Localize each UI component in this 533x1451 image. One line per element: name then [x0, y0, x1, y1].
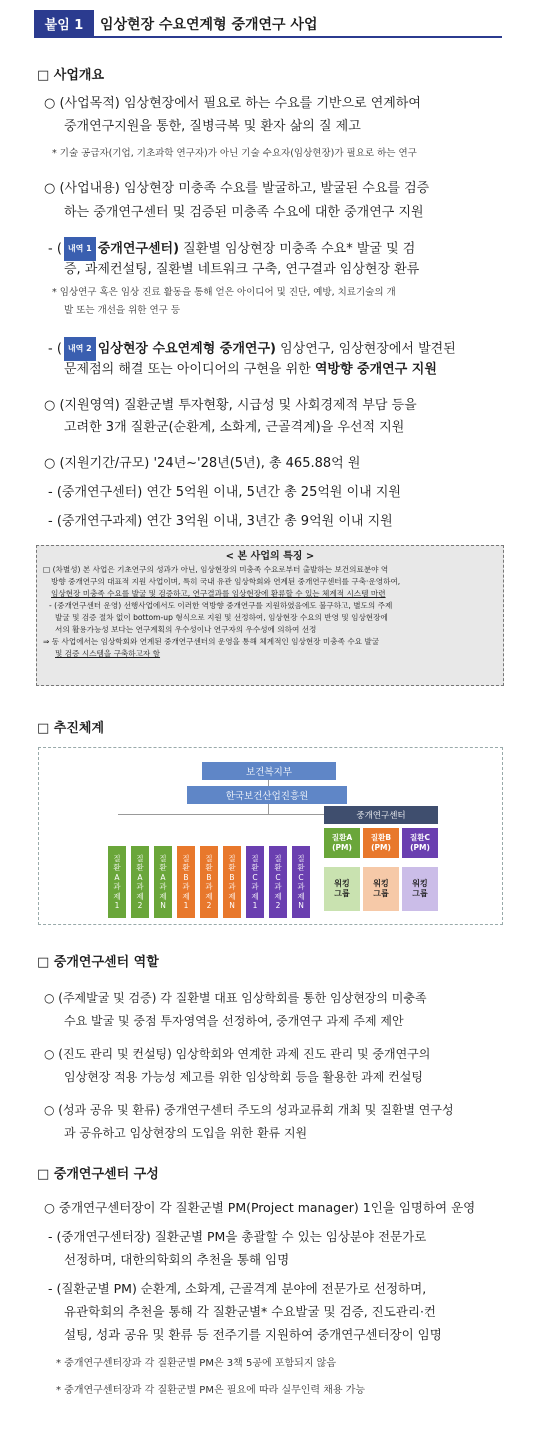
feature-line: ⇒ 동 사업에서는 임상학회와 연계된 중개연구센터의 운영을 통해 체계적인 임상현장 미충족 수요 발굴 [43, 637, 380, 646]
project-column: 질 환 B 과 제 1 [177, 846, 195, 918]
feature-line: □ (차별성) 본 사업은 기초연구의 성과가 아닌, 임상현장의 미충족 수요로부터 출발하는 보건의료분야 역 [43, 565, 389, 574]
pm-line-3: 설팅, 성과 공유 및 환류 등 전주기를 지원하여 중개연구센터장이 임명 [64, 1327, 442, 1342]
org-ministry: 보건복지부 [202, 762, 336, 780]
feature-line: - (중개연구센터 운영) 선행사업에서도 이러한 역방향 중개연구를 지원하였음에도 불구하고, 별도의 주제 [49, 601, 393, 610]
pm-box: 질환B (PM) [363, 828, 399, 858]
period-center-line: - (중개연구센터) 연간 5억원 이내, 5년간 총 25억원 이내 지원 [48, 485, 401, 500]
project-column: 질 환 C 과 제 1 [246, 846, 264, 918]
project-column: 질 환 A 과 제 2 [131, 846, 149, 918]
detail-1-tag: 내역 1 [64, 237, 96, 261]
purpose-note: * 기술 공급자(기업, 기초과학 연구자)가 아닌 기술 수요자(임상현장)가 필요로 하는 연구 [52, 148, 417, 159]
period-project-line: - (중개연구과제) 연간 3억원 이내, 3년간 총 9억원 이내 지원 [48, 514, 393, 529]
detail-2-line-2: 문제점의 해결 또는 아이디어의 구현을 위한 역방향 중개연구 지원 [64, 362, 437, 377]
composition-note-2: * 중개연구센터장과 각 질환군별 PM은 필요에 따라 실무인력 채용 가능 [56, 1385, 366, 1396]
detail-1-line-1: - ( 내역 1 중개연구센터) 질환별 임상현장 미충족 수요* 발굴 및 검 [48, 237, 415, 261]
area-line-2: 고려한 3개 질환군(순환계, 소화계, 근골격계)을 우선적 지원 [64, 420, 405, 435]
detail-1-note-2: 발 또는 개선을 위한 연구 등 [64, 305, 181, 316]
role-1-line-2: 수요 발굴 및 중점 투자영역을 선정하여, 중개연구 과제 주제 제안 [64, 1014, 404, 1028]
section-heading-overview: □ 사업개요 [37, 68, 105, 83]
page-title [34, 10, 502, 38]
composition-note-1: * 중개연구센터장과 각 질환군별 PM은 3책 5공에 포함되지 않음 [56, 1358, 336, 1369]
area-line-1: ○ (지원영역) 질환군별 투자현황, 시급성 및 사회경제적 부담 등을 [44, 398, 417, 413]
org-institute: 한국보건산업진흥원 [187, 786, 347, 804]
content-line-2: 하는 중개연구센터 및 검증된 미충족 수요에 대한 중개연구 지원 [64, 205, 424, 220]
pm-line-1: - (질환군별 PM) 순환계, 소화계, 근골격계 분야에 전문가로 선정하며, [48, 1281, 427, 1296]
composition-line: ○ 중개연구센터장이 각 질환군별 PM(Project manager) 1인을 임명하여 운영 [44, 1200, 476, 1215]
project-column: 질 환 C 과 제 N [292, 846, 310, 918]
working-group-box: 워킹 그룹 [363, 867, 399, 911]
project-column: 질 환 A 과 제 N [154, 846, 172, 918]
feature-line: 임상현장 미충족 수요를 발굴 및 검증하고, 연구결과를 임상현장에 환류할 수 있는 체계적 시스템 마련 [51, 589, 386, 598]
pm-line-2: 유관학회의 추천을 통해 각 질환군별* 수요발굴 및 검증, 진도관리·컨 [64, 1304, 437, 1319]
section-heading-composition: □ 중개연구센터 구성 [37, 1167, 159, 1182]
feature-line: 방향 중개연구의 대표적 지원 사업이며, 특히 국내 유관 임상학회와 연계된 중개연구센터를 구축·운영하여, [51, 577, 401, 586]
role-1-line-1: ○ (주제발굴 및 검증) 각 질환별 대표 임상학회를 통한 임상현장의 미충족 [44, 991, 427, 1005]
org-diagram [38, 747, 503, 925]
role-3-line-2: 과 공유하고 임상현장의 도입을 위한 환류 지원 [64, 1126, 308, 1140]
feature-box [36, 545, 504, 686]
working-group-box: 워킹 그룹 [324, 867, 360, 911]
title-text: 임상현장 수요연계형 중개연구 사업 [100, 17, 318, 33]
feature-line: 서의 활용가능성 보다는 연구계획의 우수성이나 연구자의 우수성에 의하여 선정 [55, 625, 317, 634]
pm-box: 질환A (PM) [324, 828, 360, 858]
section-heading-roles: □ 중개연구센터 역할 [37, 955, 159, 970]
project-column: 질 환 B 과 제 2 [200, 846, 218, 918]
content-line-1: ○ (사업내용) 임상현장 미충족 수요를 발굴하고, 발굴된 수요를 검증 [44, 181, 430, 196]
role-3-line-1: ○ (성과 공유 및 환류) 중개연구센터 주도의 성과교류회 개최 및 질환별 연구성 [44, 1103, 454, 1117]
attachment-badge: 붙임 1 [34, 10, 94, 36]
detail-2-line-1: - ( 내역 2 임상현장 수요연계형 중개연구) 임상연구, 임상현장에서 발견된 [48, 337, 456, 361]
project-column: 질 환 B 과 제 N [223, 846, 241, 918]
working-group-box: 워킹 그룹 [402, 867, 438, 911]
director-line-1: - (중개연구센터장) 질환군별 PM을 총괄할 수 있는 임상분야 전문가로 [48, 1229, 427, 1244]
project-column: 질 환 C 과 제 2 [269, 846, 287, 918]
period-line: ○ (지원기간/규모) '24년~'28년(5년), 총 465.88억 원 [44, 456, 361, 471]
role-2-line-2: 임상현장 적용 가능성 제고를 위한 임상학회 등을 활용한 과제 컨설팅 [64, 1070, 423, 1084]
feature-line: 발굴 및 검증 절차 없이 bottom-up 형식으로 지원 및 선정하여, 임상현장 수요의 반영 및 임상현장에 [55, 613, 388, 622]
detail-2-tag: 내역 2 [64, 337, 96, 361]
detail-1-note-1: * 임상연구 혹은 임상 진료 활동을 통해 얻은 아이디어 및 진단, 예방, 치료기술의 개 [52, 287, 396, 298]
feature-title: < 본 사업의 특징 > [225, 551, 315, 562]
feature-line: 및 검증 시스템을 구축하고자 함 [55, 649, 161, 658]
pm-box: 질환C (PM) [402, 828, 438, 858]
org-translational-center: 중개연구센터 [324, 806, 438, 824]
role-2-line-1: ○ (진도 관리 및 컨설팅) 임상학회와 연계한 과제 진도 관리 및 중개연구의 [44, 1047, 431, 1061]
purpose-line-1: ○ (사업목적) 임상현장에서 필요로 하는 수요를 기반으로 연계하여 [44, 96, 421, 111]
detail-1-line-2: 증, 과제컨설팅, 질환별 네트워크 구축, 연구결과 임상현장 환류 [64, 262, 420, 277]
director-line-2: 선정하며, 대한의학회의 추천을 통해 임명 [64, 1252, 290, 1267]
purpose-line-2: 중개연구지원을 통한, 질병극복 및 환자 삶의 질 제고 [64, 119, 361, 134]
section-heading-structure: □ 추진체계 [37, 721, 105, 736]
project-column: 질 환 A 과 제 1 [108, 846, 126, 918]
